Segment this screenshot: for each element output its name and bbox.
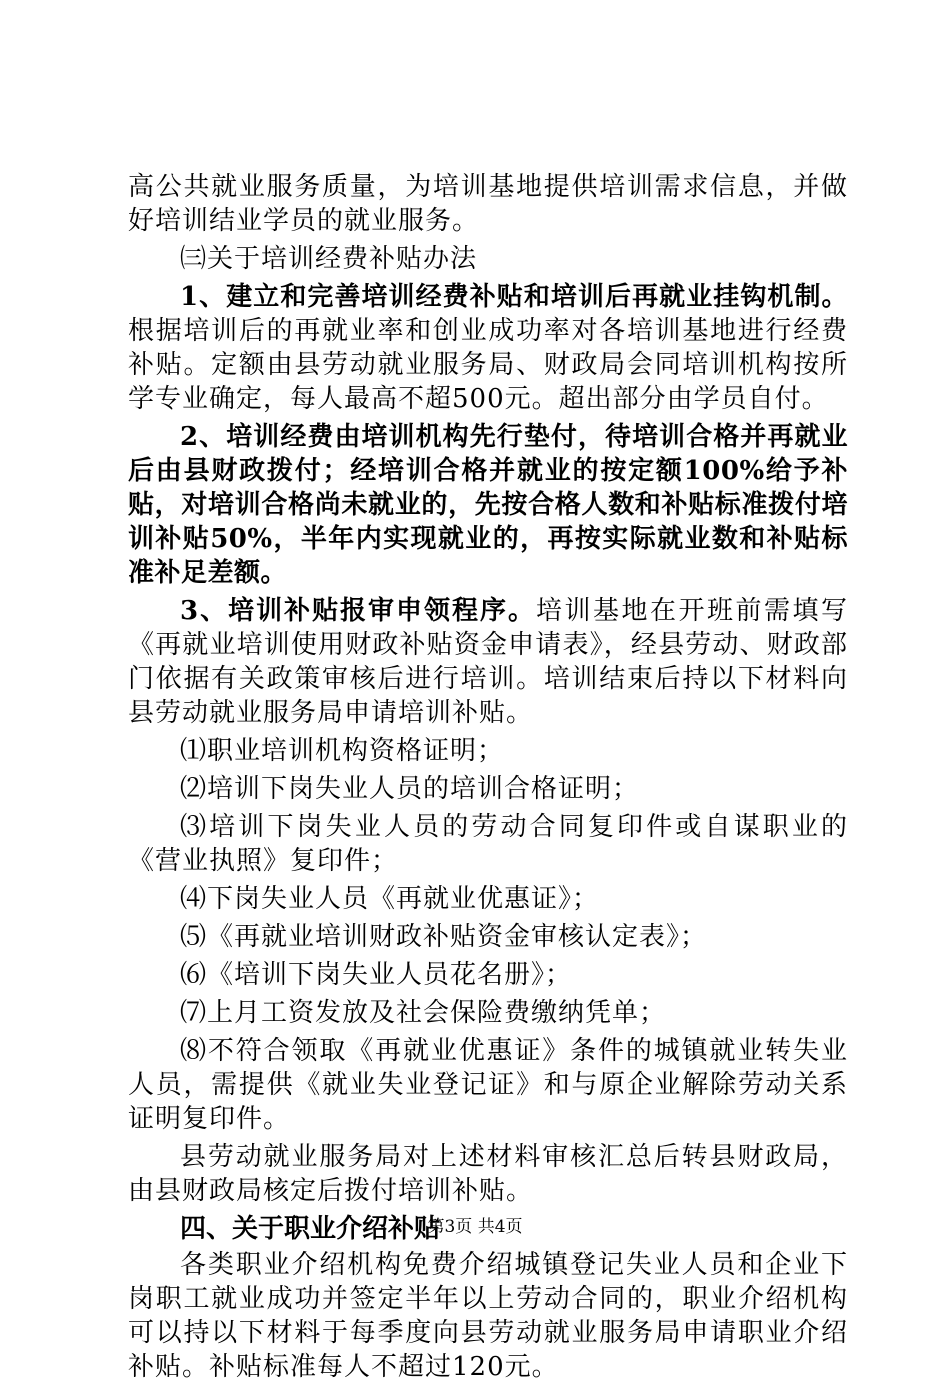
- paragraph-item-3-body: 培训基地在开班前需填写《再就业培训使用财政补贴资金申请表》，经县劳动、财政部门依据有关政策审核后进行培训。培训结束后持以下材料向县劳动就业服务局申请培训补贴。: [128, 596, 848, 728]
- paragraph-continuation: 高公共就业服务质量，为培训基地提供培训需求信息，并做好培训结业学员的就业服务。: [128, 172, 848, 236]
- paragraph-item-1: [128, 280, 848, 416]
- section-subheading-training-subsidy: ㈢关于培训经费补贴办法: [180, 244, 478, 274]
- paragraph-item-3: [128, 594, 848, 730]
- paragraph-item-1-lead: 1、建立和完善培训经费补贴和培训后再就业挂钩机制。: [180, 282, 848, 312]
- paragraph-item-3-lead: 3、培训补贴报审申领程序。: [180, 596, 537, 626]
- section-heading-job-referral: 四、关于职业介绍补贴: [180, 1214, 441, 1244]
- list-item: ⑹《培训下岗失业人员花名册》；: [180, 960, 573, 990]
- paragraph-job-referral: 各类职业介绍机构免费介绍城镇登记失业人员和企业下岗职工就业成功并签定半年以上劳动合同的，职业介绍机构可以持以下材料于每季度向县劳动就业服务局申请职业介绍补贴。补贴标准每人不超过120元。: [128, 1250, 848, 1382]
- list-item: ⑺上月工资发放及社会保险费缴纳凭单；: [180, 998, 667, 1028]
- list-item: ⑵培训下岗失业人员的培训合格证明；: [180, 774, 640, 804]
- document-body: [128, 170, 848, 1388]
- list-item: ⑷下岗失业人员《再就业优惠证》；: [180, 884, 600, 914]
- list-item: ⑴职业培训机构资格证明；: [180, 736, 505, 766]
- paragraph-summary: 县劳动就业服务局对上述材料审核汇总后转县财政局，由县财政局核定后拨付培训补贴。: [128, 1142, 848, 1206]
- list-item: ⑸《再就业培训财政补贴资金审核认定表》；: [180, 922, 708, 952]
- page-footer: 第3页 共4页: [427, 1217, 523, 1237]
- paragraph-item-1-body: 根据培训后的再就业率和创业成功率对各培训基地进行经费补贴。定额由县劳动就业服务局、财政局会同培训机构按所学专业确定，每人最高不超500元。超出部分由学员自付。: [128, 316, 848, 414]
- paragraph-item-2: 2、培训经费由培训机构先行垫付，待培训合格并再就业后由县财政拨付；经培训合格并就业的按定额100%给予补贴，对培训合格尚未就业的，先按合格人数和补贴标准拨付培训补贴50%，半年内实现就业的，再按实际就业数和补贴标准补足差额。: [128, 422, 848, 588]
- list-item: ⑻不符合领取《再就业优惠证》条件的城镇就业转失业人员，需提供《就业失业登记证》和与原企业解除劳动关系证明复印件。: [128, 1036, 848, 1134]
- list-item: ⑶培训下岗失业人员的劳动合同复印件或自谋职业的《营业执照》复印件；: [128, 812, 848, 876]
